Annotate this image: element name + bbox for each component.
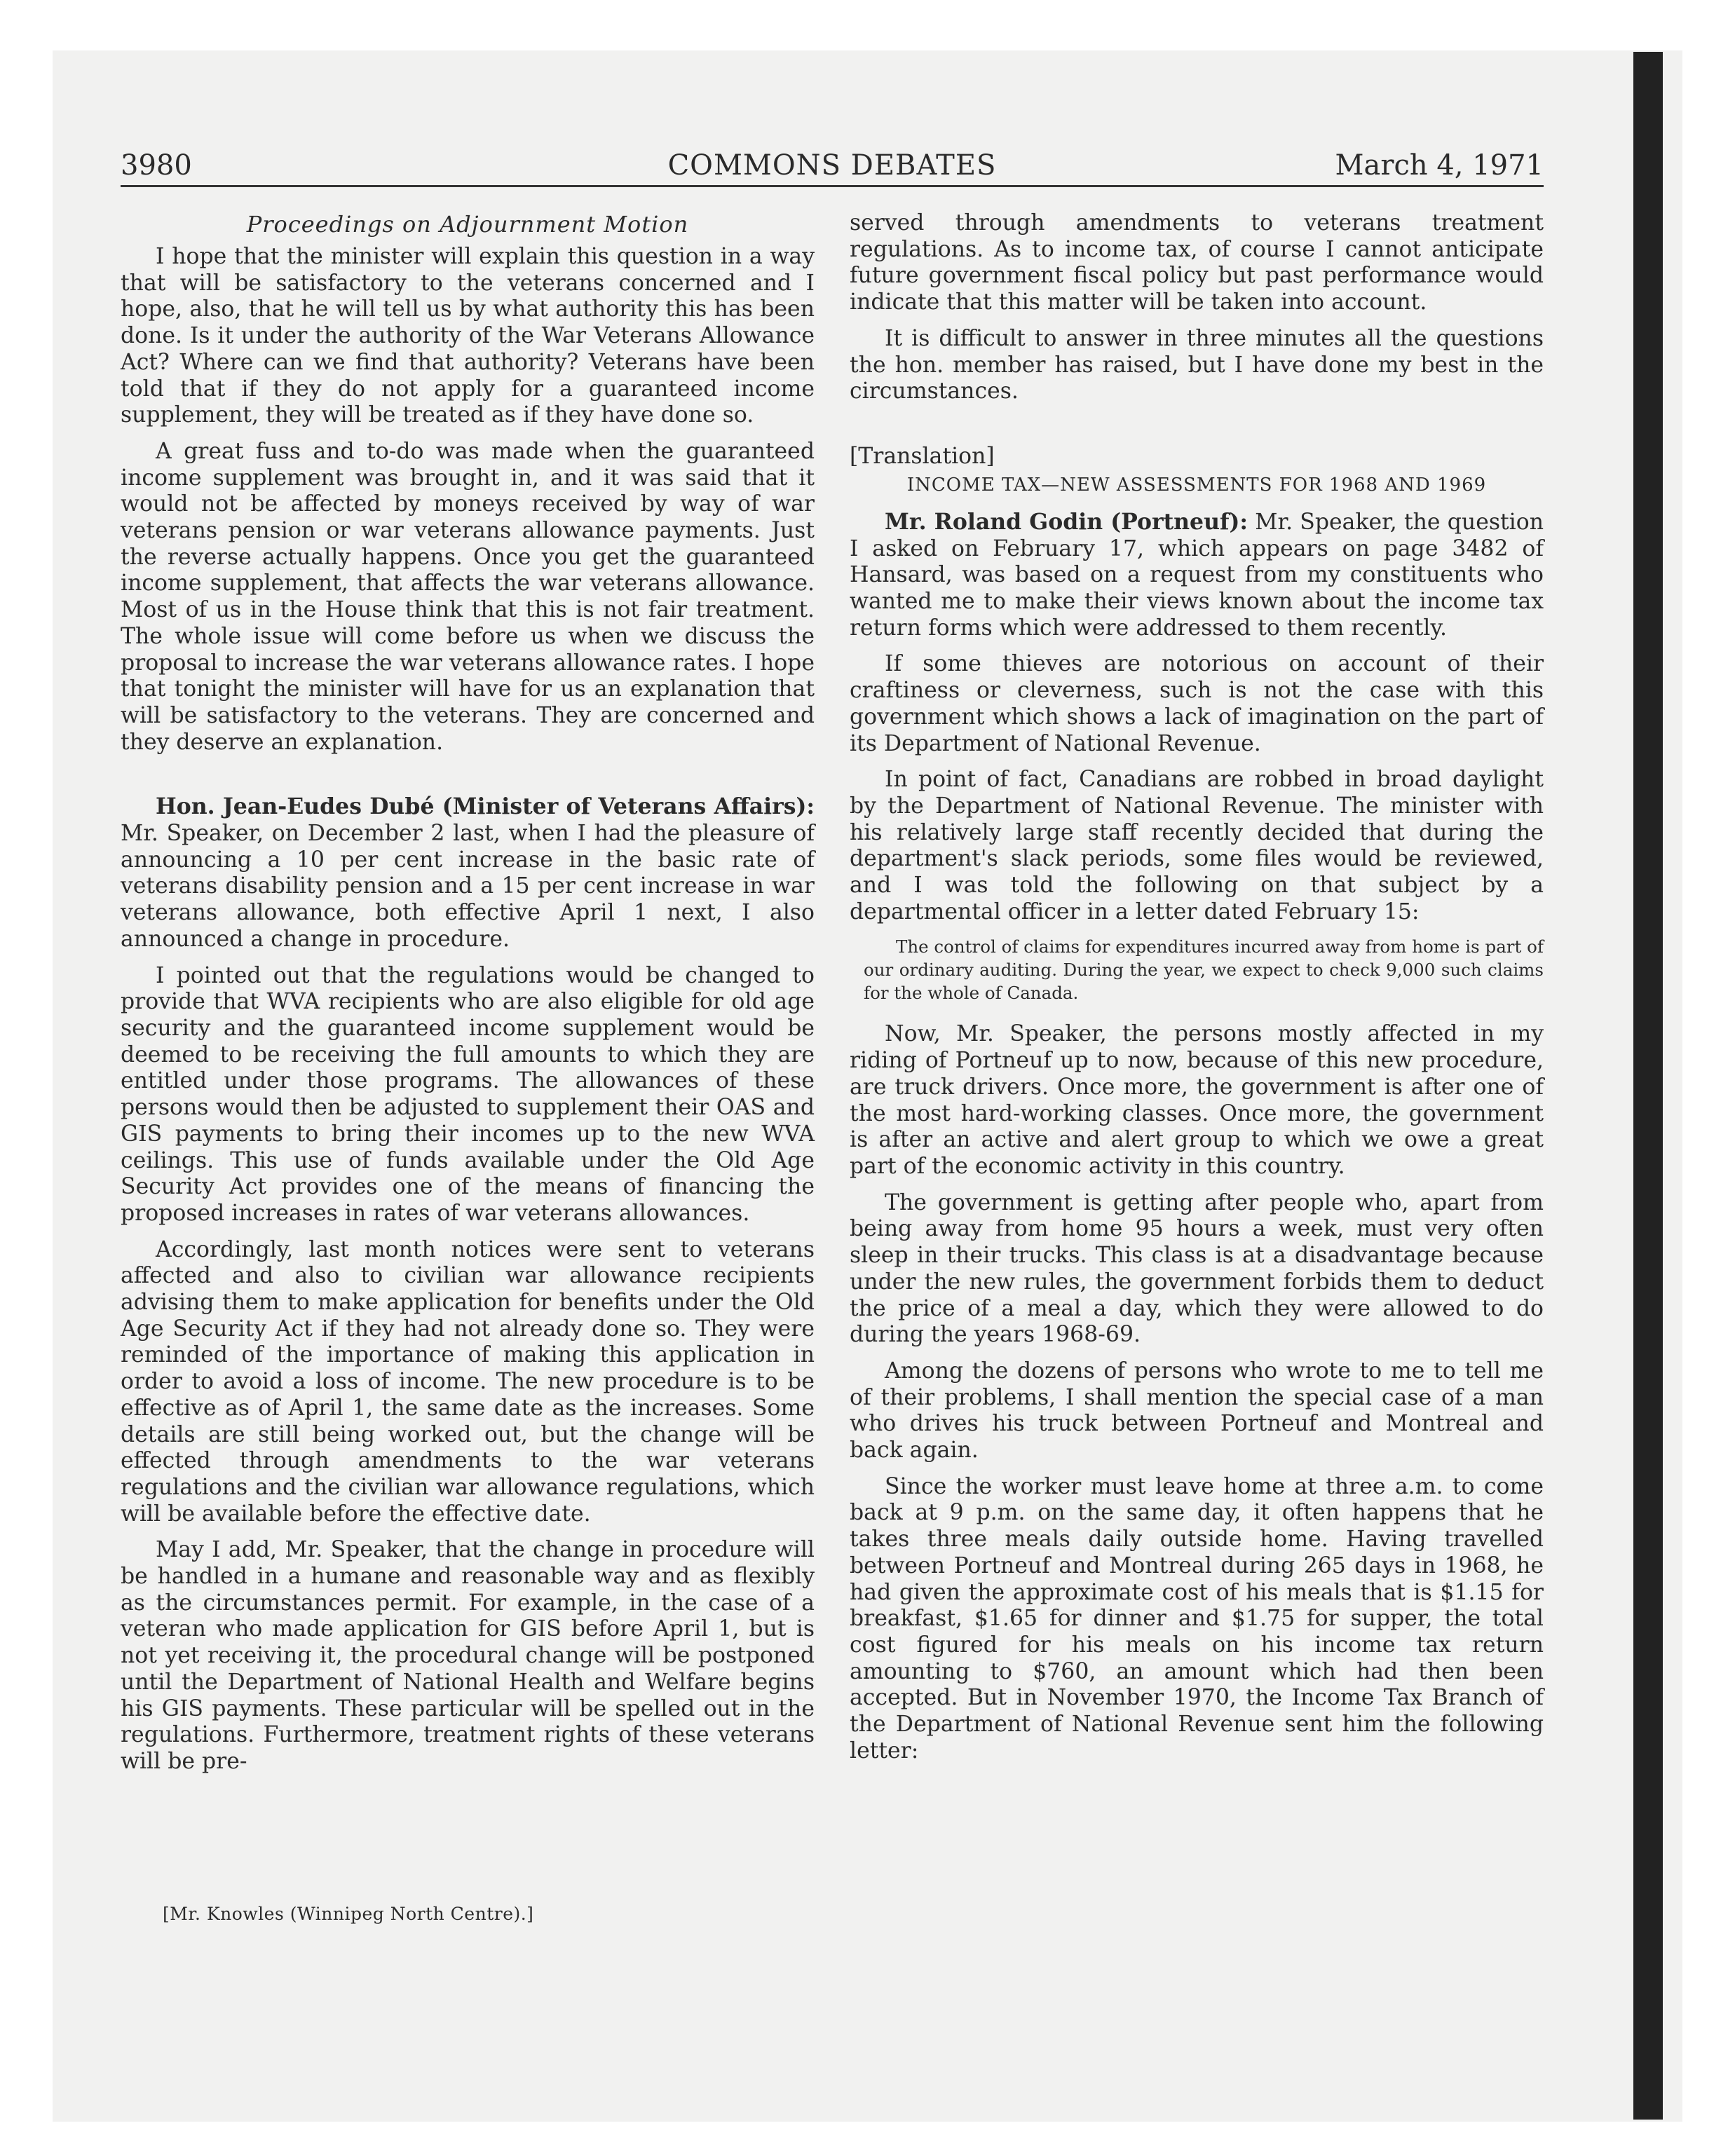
speaker-name: Mr. Roland Godin (Portneuf): [885,508,1248,535]
paragraph: If some thieves are notorious on account of their craftiness or cleverness, such is not the case with this government which shows a lack of imagination on the part of its Department of National Revenue. [850,651,1544,756]
paragraph: Among the dozens of persons who wrote to me to tell me of their problems, I shall mention the special case of a man who drives his truck between Portneuf and Montreal and back again. [850,1358,1544,1464]
paragraph: May I add, Mr. Speaker, that the change in procedure will be handled in a humane and reasonable way and as flexibly as the circumstances permit. For example, in the case of a veteran who made application for GIS before April 1, but is not yet receiving it, the procedural change will be postponed until the Department of National Health and Welfare begins his GIS payments. These particular will be spelled out in the regulations. Furthermore, treatment rights of these veterans will be pre- [121,1537,815,1774]
paragraph: Since the worker must leave home at three a.m. to come back at 9 p.m. on the same day, it often happens that he takes three meals daily outside home. Having travelled between Portneuf and Montreal during 265 days in 1968, he had given the approximate cost of his meals that is $1.15 for breakfast, $1.65 for dinner and $1.75 for supper, the total cost figured for his meals on his income tax return amounting to $760, an amount which had then been accepted. But in November 1970, the Income Tax Branch of the Department of National Revenue sent him the following letter: [850,1473,1544,1763]
spacer [121,765,815,793]
paragraph: The government is getting after people who, apart from being away from home 95 hours a week, must very often sleep in their trucks. This class is at a disadvantage because under the new rules, the government forbids them to deduct the price of a meal a day, which they were allowed to do during the years 1968-69. [850,1189,1544,1348]
debate-rubric: INCOME TAX—NEW ASSESSMENTS FOR 1968 AND 1969 [906,474,1487,496]
paragraph: A great fuss and to-do was made when the guaranteed income supplement was brought in, and it was said that it would not be affected by moneys received by way of war veterans pension or war veterans allowance payments. Just the reverse actually happens. Once you get the guaranteed income supplement, that affects the war veterans allowance. Most of us in the House think that this is not fair treatment. The whole issue will come before us when we discuss the proposal to increase the war veterans allowance rates. I hope that tonight the minister will have for us an explanation that will be satisfactory to the veterans. They are concerned and they deserve an explanation. [121,438,815,755]
paragraph: served through amendments to veterans treatment regulations. As to income tax, of course I cannot anticipate future government fiscal policy but past performance would indicate that this matter will be taken into account. [850,210,1544,315]
paragraph: In point of fact, Canadians are robbed in broad daylight by the Department of National Revenue. The minister with his relatively large staff recently decided that during the department's slack periods, some files would be reviewed, and I was told the following on that subject by a departmental officer in a letter dated February 15: [850,767,1544,925]
right-column [850,210,1544,1774]
block-quote: The control of claims for expenditures incurred away from home is part of our ordinary auditing. During the year, we expect to check 9,000 such claims for the whole of Canada. [864,936,1544,1004]
paragraph: Now, Mr. Speaker, the persons mostly affected in my riding of Portneuf up to now, because of this new procedure, are truck drivers. Once more, the government is after one of the most hard-working classes. Once more, the government is after an active and alert group to which we owe a great part of the economic activity in this country. [850,1021,1544,1179]
left-column [121,210,815,1785]
speech-paragraph [850,509,1544,642]
publication-date: March 4, 1971 [1335,149,1544,182]
speech-text: Mr. Speaker, the question I asked on February 17, which appears on page 3482 of Hansard, was based on a request from my constituents who wanted me to make their views known about the income tax return forms which were addressed to them recently. [850,509,1544,641]
paragraph: I pointed out that the regulations would be changed to provide that WVA recipients who are also eligible for old age security and the guaranteed income supplement would be deemed to be receiving the full amounts to which they are entitled under those programs. The allowances of these persons would then be adjusted to supplement their OAS and GIS payments to bring their incomes up to the new WVA ceilings. This use of funds available under the Old Age Security Act provides one of the means of financing the proposed increases in rates of war veterans allowances. [121,962,815,1226]
section-heading: Proceedings on Adjournment Motion [246,211,689,238]
scan-binding-edge [1633,52,1663,2120]
speech-text: Mr. Speaker, on December 2 last, when I had the pleasure of announcing a 10 per cent increase in the basic rate of veterans disability pension and a 15 per cent increase in war veterans allowance, both effective April 1 next, I also announced a change in procedure. [121,821,815,952]
page-header [121,146,1544,187]
footer-note: [Mr. Knowles (Winnipeg North Centre).] [163,1904,534,1924]
paragraph: Accordingly, last month notices were sent to veterans affected and also to civilian war allowance recipients advising them to make application for benefits under the Old Age Security Act if they had not already done so. They were reminded of the importance of making this application in order to avoid a loss of income. The new procedure is to be effective as of April 1, the same date as the increases. Some details are still being worked out, but the change will be effected through amendments to the war veterans regulations and the civilian war allowance regulations, which will be available before the effective date. [121,1236,815,1527]
speaker-name: Hon. Jean-Eudes Dubé (Minister of Veterans Affairs): [156,793,815,820]
publication-title: COMMONS DEBATES [667,149,997,182]
paragraph: I hope that the minister will explain this question in a way that will be satisfactory to the veterans concerned and I hope, also, that he will tell us by what authority this has been done. Is it under the authority of the War Veterans Allowance Act? Where can we find that authority? Veterans have been told that if they do not apply for a guaranteed income supplement, they will be treated as if they have done so. [121,244,815,428]
paragraph: It is difficult to answer in three minutes all the questions the hon. member has raised, but I have done my best in the circumstances. [850,325,1544,404]
speech-paragraph [121,793,815,953]
spacer [850,415,1544,443]
page-number: 3980 [121,149,192,182]
translation-tag: [Translation] [850,443,995,469]
